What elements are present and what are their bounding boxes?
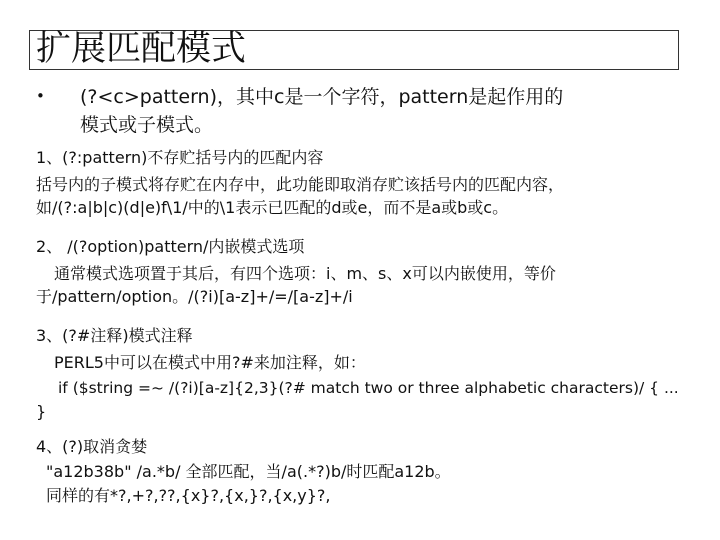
slide-title: 扩展匹配模式 <box>36 29 247 69</box>
bullet-line-1: (?<c>pattern)，其中c是一个字符，pattern是起作用的 <box>80 86 564 108</box>
bullet-dot-icon: • <box>36 87 45 105</box>
section1-line-1: 括号内的子模式将存贮在内存中，此功能即取消存贮该括号内的匹配内容， <box>36 175 565 194</box>
section2-line-1: 通常模式选项置于其后，有四个选项：i、m、s、x可以内嵌使用，等价 <box>54 264 556 283</box>
bullet-text <box>80 83 563 139</box>
section3-line-3: } <box>36 402 47 421</box>
section3-line-1: PERL5中可以在模式中用?#来加注释，如： <box>54 353 366 372</box>
section3-heading: 3、(?#注释)模式注释 <box>36 326 193 345</box>
section4-heading: 4、(?)取消贪婪 <box>36 437 148 456</box>
section2-heading: 2、 /(?option)pattern/内嵌模式选项 <box>36 237 305 256</box>
section1-line-2: 如/(?:a|b|c)(d|e)f\1/中的\1表示已匹配的d或e，而不是a或b或c。 <box>36 198 509 217</box>
section4-line-2: 同样的有*?,+?,??,{x}?,{x,}?,{x,y}?, <box>46 486 331 505</box>
section1-heading: 1、(?:pattern)不存贮括号内的匹配内容 <box>36 148 324 167</box>
section2-line-2: 于/pattern/option。/(?i)[a-z]+/=/[a-z]+/i <box>36 287 353 306</box>
section4-line-1: "a12b38b" /a.*b/ 全部匹配，当/a(.*?)b/时匹配a12b。 <box>46 462 451 481</box>
bullet-line-2: 模式或子模式。 <box>80 114 214 136</box>
section3-line-2: if ($string =~ /(?i)[a-z]{2,3}(?# match two or three alphabetic characters)/ { ... <box>58 379 679 397</box>
